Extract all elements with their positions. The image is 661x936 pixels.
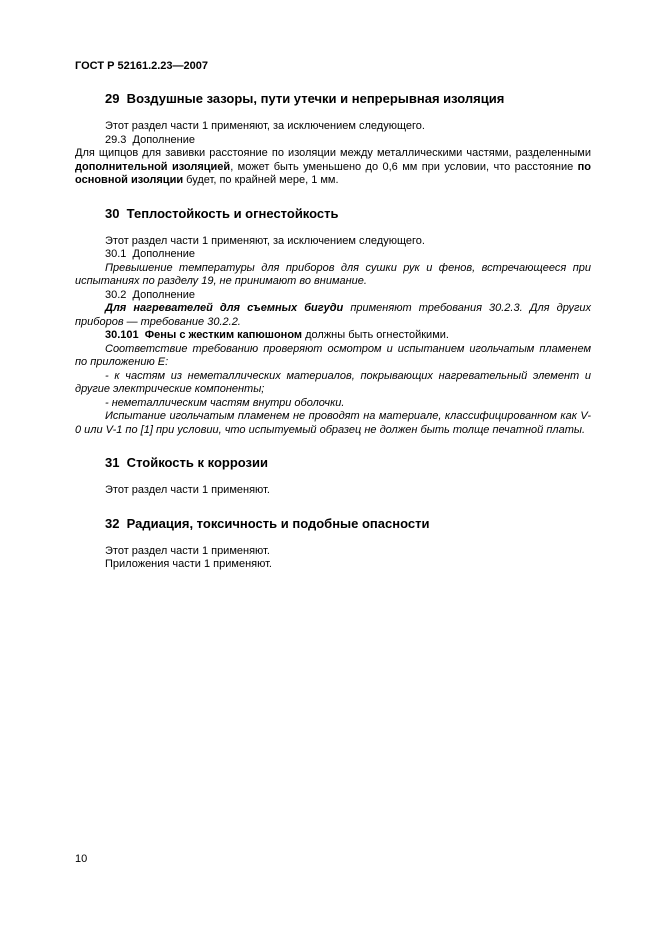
text-run: 30.101 — [105, 329, 145, 341]
text-run: будет, по крайней мере, 1 мм. — [183, 174, 339, 186]
text-run: - неметаллическим частям внутри оболочки. — [105, 396, 345, 409]
paragraph — [75, 289, 591, 303]
paragraph — [75, 329, 591, 343]
text-run: дополнительной изоляцией — [75, 160, 231, 173]
text-run: Для щипцов для завивки расстояние по изоляции между металлическими частями, разделенными — [75, 147, 591, 159]
text-run: по основной изоляции — [75, 160, 591, 186]
section-heading: 32 Радиация, токсичность и подобные опасности — [105, 515, 430, 531]
text-run: Испытание игольчатым пламенем не проводят на материале, классифицированном как V-0 или V-1 по [1] при условии, что испытуемый образец не должен быть толще печатной платы. — [75, 410, 591, 436]
text-run: Фены с жестким капюшоном — [144, 329, 303, 341]
text-run: Этот раздел части 1 применяют, за исключением следующего. — [105, 234, 425, 247]
text-run: 30.1 Дополнение — [105, 248, 195, 260]
paragraph — [75, 410, 591, 437]
paragraph — [75, 147, 591, 188]
document-content — [75, 60, 591, 572]
document-header: ГОСТ Р 52161.2.23—2007 — [75, 60, 209, 72]
paragraph — [75, 120, 591, 134]
text-run: Этот раздел части 1 применяют, за исключением следующего. — [105, 120, 425, 132]
paragraph — [75, 302, 591, 329]
text-run: 29.3 Дополнение — [105, 133, 195, 146]
text-run: должны быть огнестойкими. — [302, 329, 449, 341]
paragraph — [75, 545, 591, 559]
paragraph — [75, 370, 591, 397]
paragraph — [75, 343, 591, 370]
text-run: применяют требования 30.2.3. Для других приборов — требование 30.2.2. — [75, 302, 591, 328]
paragraph — [75, 235, 591, 249]
text-run: Приложения части 1 применяют. — [105, 558, 272, 570]
paragraph — [75, 558, 591, 572]
text-run: 30.2 Дополнение — [105, 288, 195, 301]
page-number: 10 — [75, 853, 88, 865]
section-heading: 31 Стойкость к коррозии — [105, 455, 268, 470]
text-run: Этот раздел части 1 применяют. — [105, 484, 270, 496]
text-run: - к частям из неметаллических материалов, покрывающих нагревательный элемент и другие электрические компоненты; — [75, 369, 591, 395]
text-run: Соответствие требованию проверяют осмотром и испытанием игольчатым пламенем по приложению Е: — [75, 342, 591, 368]
text-run: Этот раздел части 1 применяют. — [105, 544, 270, 557]
section-heading: 30 Теплостойкость и огнестойкость — [105, 205, 339, 221]
text-run: , может быть уменьшено до 0,6 мм при условии, что расстояние — [230, 160, 578, 173]
text-run: Для нагревателей для съемных бигуди — [105, 302, 344, 314]
paragraph — [75, 397, 591, 411]
paragraph — [75, 248, 591, 262]
document-blocks — [75, 91, 591, 572]
paragraph — [75, 134, 591, 148]
section-heading: 29 Воздушные зазоры, пути утечки и непрерывная изоляция — [105, 91, 505, 106]
paragraph — [75, 262, 591, 289]
paragraph — [75, 484, 591, 498]
text-run: Превышение температуры для приборов для сушки рук и фенов, встречающееся при испытаниях по разделу 19, не принимают во внимание. — [75, 261, 591, 287]
